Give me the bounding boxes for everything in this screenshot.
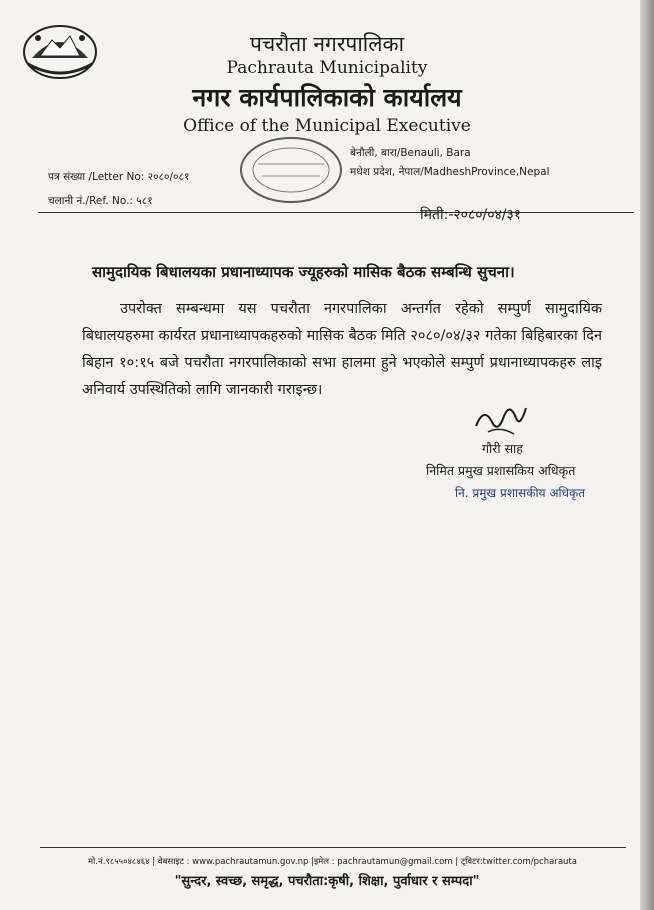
- footer-divider: [40, 847, 626, 848]
- signatory-stamp: नि. प्रमुख प्रशासकीय अधिकृत: [455, 486, 586, 500]
- subject-line: सामुदायिक बिधालयका प्रधानाध्यापक ज्यूहरुको मासिक बैठक सम्बन्धि सुचना।: [92, 263, 515, 281]
- header-divider: [38, 212, 634, 213]
- office-name-np: नगर कार्यपालिकाको कार्यालय: [192, 83, 462, 112]
- municipality-name-np: पचरौता नगरपालिका: [249, 32, 405, 56]
- body-paragraph: उपरोक्त सम्बन्धमा यस पचरौता नगरपालिका अन्तर्गत रहेको सम्पुर्ण सामुदायिक बिधालयहरुमा कार्यरत प्रधानाध्यापकहरुको मासिक बैठक मिति २०८०/०४/३२ गतेका बिहिबारका दिन बिहान १०:१५ बजे पचरौता नगरपालिकाको सभा हालमा हुने भएकोले सम्पुर्ण प्रधानाध्यापकहरु लाइ अनिवार्य उपस्थितिको लागि जानकारी गराइन्छ।: [82, 301, 602, 398]
- office-seal: [236, 134, 346, 206]
- signatory-name: गौरी साह: [482, 441, 523, 456]
- signatory-title: निमित प्रमुख प्रशासकिय अधिकृत: [426, 463, 576, 478]
- footer-contact-info: मो.नं.९८५५०४८४६४ | वेबसाइट : www.pachrautamun.gov.np |इमेल : pachrautamun@gmail.com | ट्विटर:twitter.com/pcharauta: [88, 857, 577, 867]
- municipality-name-en: Pachrauta Municipality: [226, 58, 428, 78]
- scan-edge: [640, 0, 654, 910]
- letter-date: मिती:-२०८०/०४/३१: [420, 207, 522, 223]
- reference-number: चलानी नं./Ref. No.: ५८१: [48, 195, 153, 207]
- letter-number: पत्र संख्या /Letter No: २०८०/०८१: [48, 171, 190, 183]
- signature-scrawl: [470, 396, 530, 440]
- office-name-en: Office of the Municipal Executive: [183, 116, 471, 136]
- address-line-2: मधेश प्रदेश, नेपाल/MadheshProvince,Nepal: [350, 166, 550, 178]
- footer-slogan: "सुन्दर, स्वच्छ, समृद्ध, पचरौता:कृषी, शिक्षा, पुर्वाधार र सम्पदा": [174, 874, 480, 889]
- address-line-1: बेनौली, बारा/Benauli, Bara: [350, 147, 471, 159]
